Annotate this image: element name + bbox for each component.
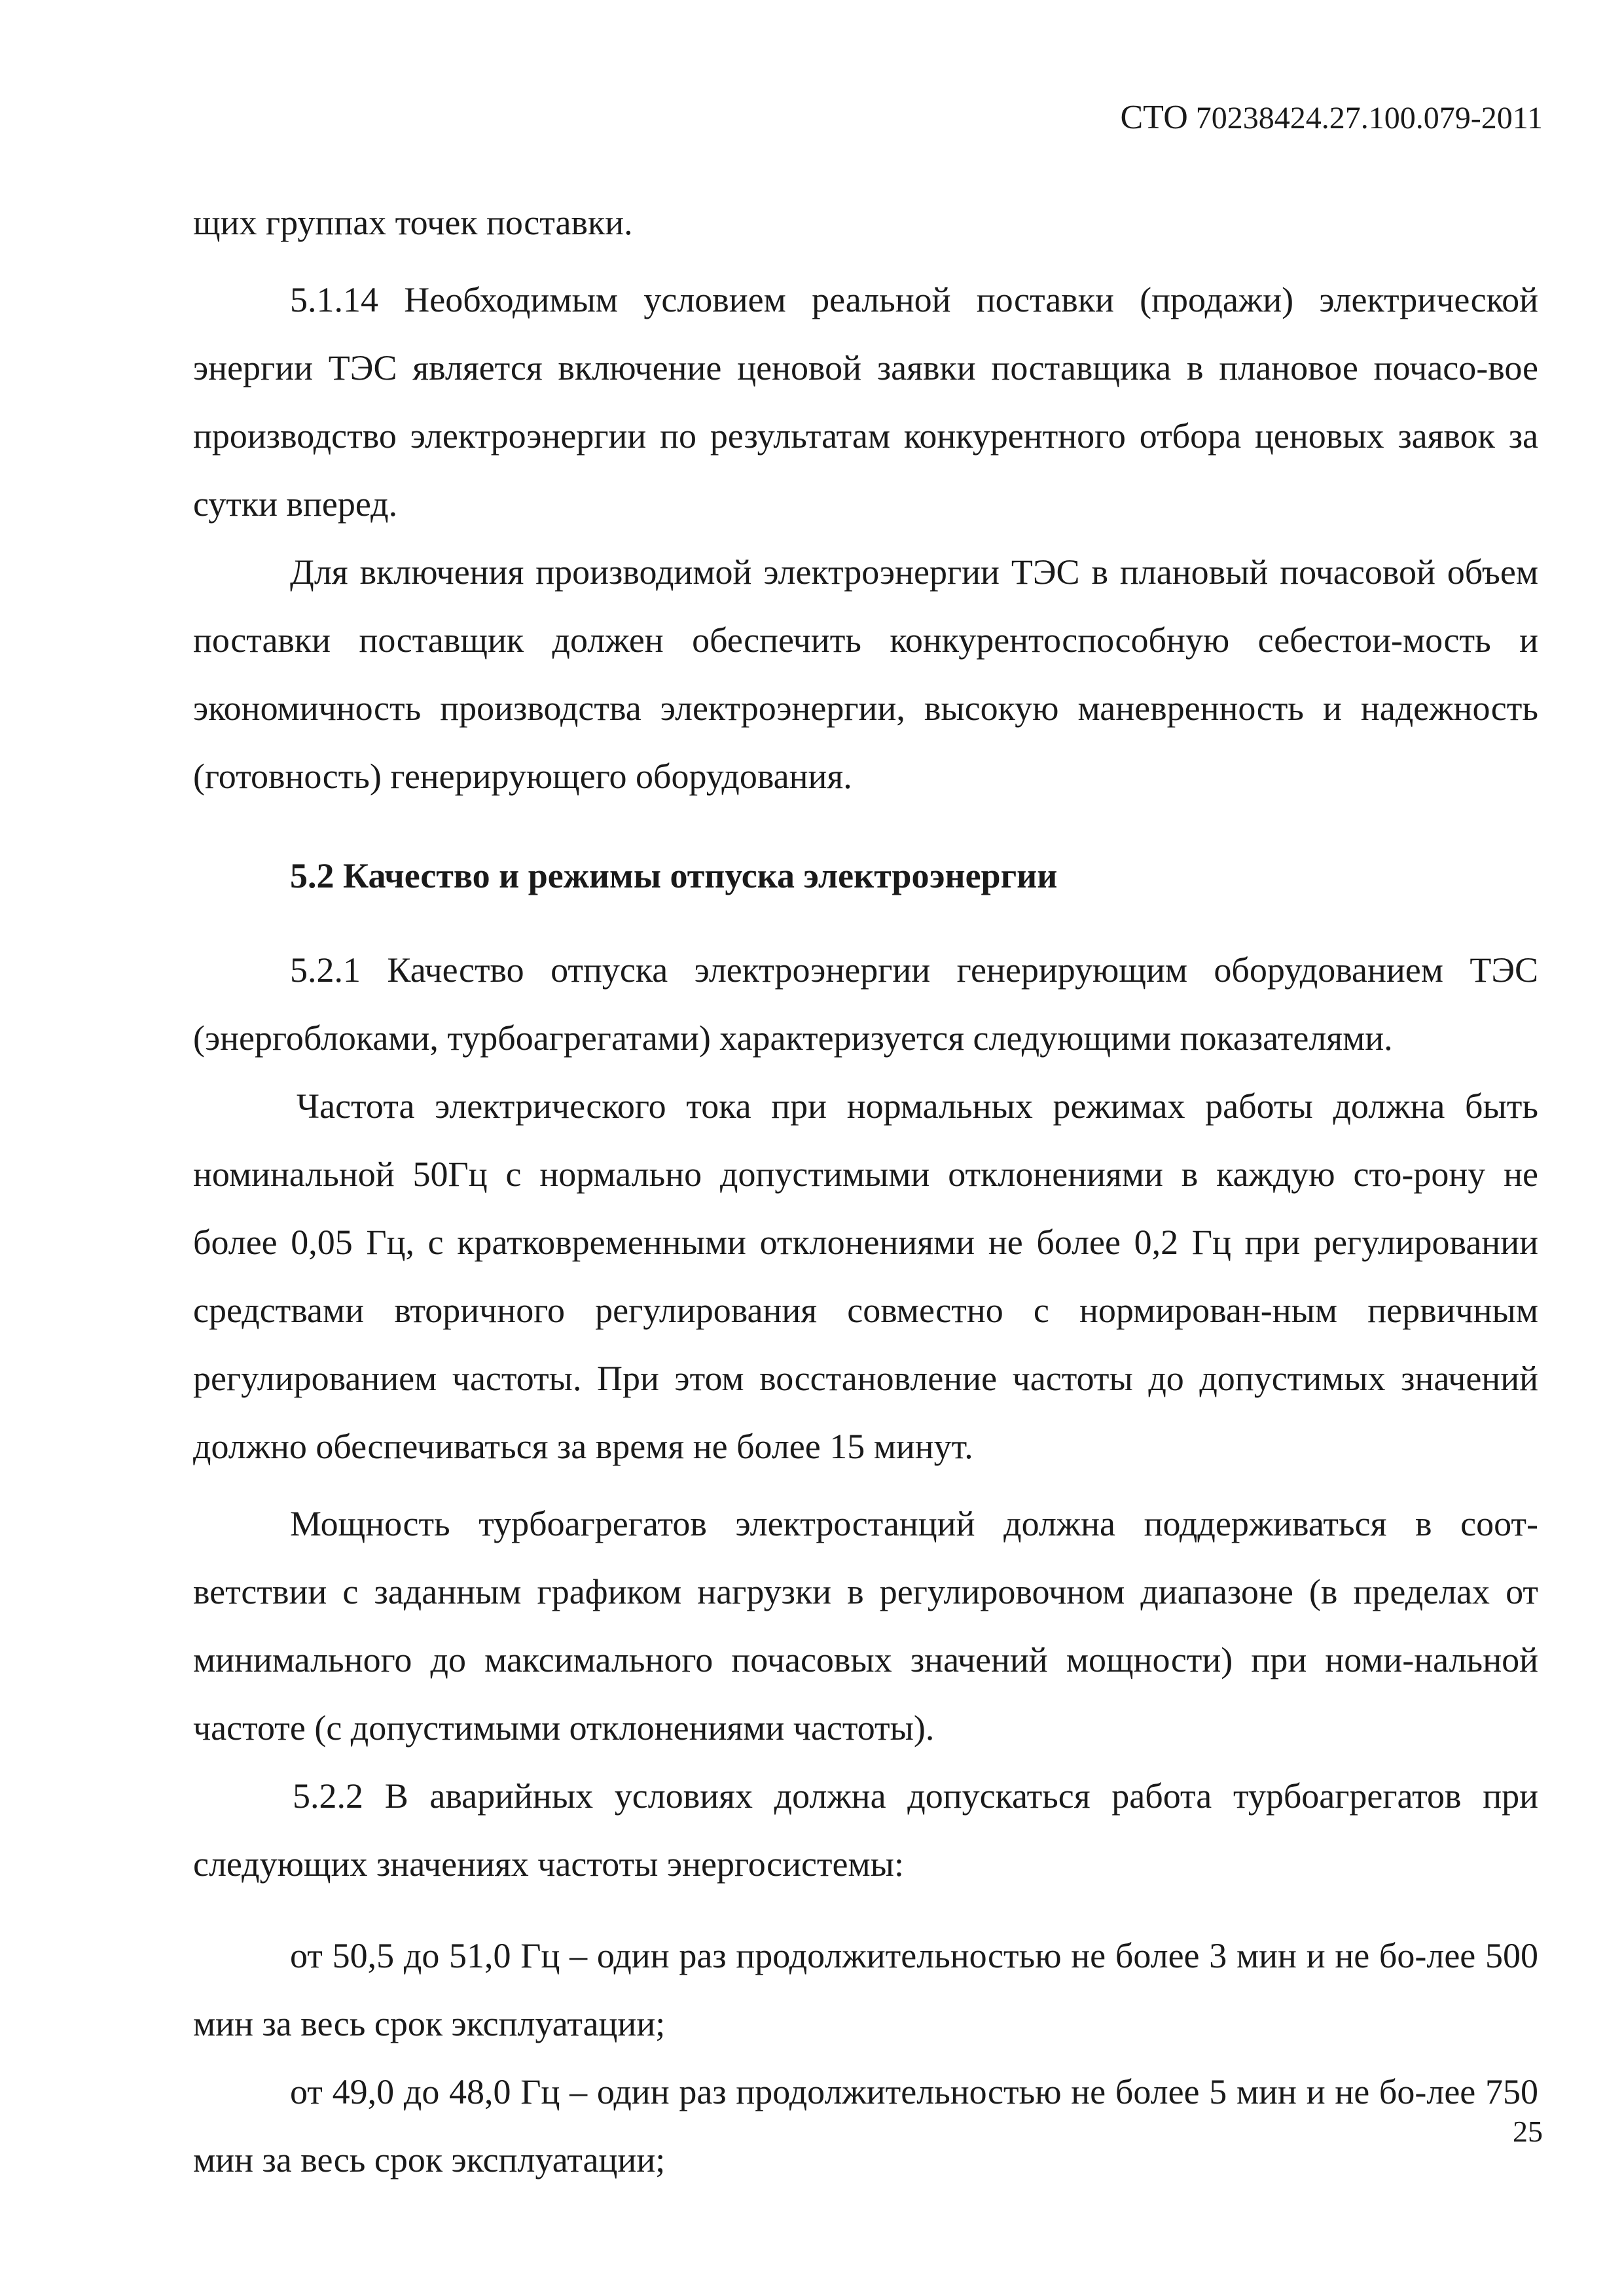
paragraph-frequency: Частота электрического тока при нормальных режимах работы должна быть номинальной 50Гц с нормально допустимыми отклонениями в каждую сто-рону не более 0,05 Гц, с кратковременными отклонениями не более 0,2 Гц при регулировании средствами вторичного регулирования совместно с нормирован-ным первичным регулированием частоты. При этом восстановление частоты до допустимых значений должно обеспечиваться за время не более 15 минут. bbox=[193, 1086, 1538, 1466]
paragraph-continuation: щих группах точек поставки. bbox=[193, 203, 633, 242]
document-body bbox=[193, 188, 1538, 2194]
paragraph-5-1-14: 5.1.14 Необходимым условием реальной поставки (продажи) электрической энергии ТЭС является включение ценовой заявки поставщика в плановое почасо-вое производство электроэнергии по результатам конкурентного отбора ценовых заявок за сутки вперед. bbox=[193, 280, 1538, 524]
paragraph-5-2-2: 5.2.2 В аварийных условиях должна допускаться работа турбоагрегатов при следующих значениях частоты энергосистемы: bbox=[193, 1776, 1538, 1884]
paragraph-frequency-range-low: от 49,0 до 48,0 Гц – один раз продолжительностью не более 5 мин и не бо-лее 750 мин за весь срок эксплуатации; bbox=[193, 2072, 1538, 2179]
document-code-prefix: СТО bbox=[1120, 99, 1188, 136]
section-heading-5-2: 5.2 Качество и режимы отпуска электроэнергии bbox=[290, 856, 1058, 895]
document-code-number: 70238424.27.100.079-2011 bbox=[1195, 101, 1543, 135]
paragraph-inclusion-conditions: Для включения производимой электроэнергии ТЭС в плановый почасовой объем поставки поставщик должен обеспечить конкурентоспособную себестои-мость и экономичность производства электроэнергии, высокую маневренность и надежность (готовность) генерирующего оборудования. bbox=[193, 552, 1538, 796]
document-code-header bbox=[1120, 98, 1543, 138]
paragraph-turbine-power: Мощность турбоагрегатов электростанций должна поддерживаться в соот-ветствии с заданным графиком нагрузки в регулировочном диапазоне (в пределах от минимального до максимального почасовых значений мощности) при номи-нальной частоте (с допустимыми отклонениями частоты). bbox=[193, 1504, 1538, 1748]
paragraph-frequency-range-high: от 50,5 до 51,0 Гц – один раз продолжительностью не более 3 мин и не бо-лее 500 мин за весь срок эксплуатации; bbox=[193, 1936, 1538, 2043]
paragraph-5-2-1: 5.2.1 Качество отпуска электроэнергии генерирующим оборудованием ТЭС (энергоблоками, турбоагрегатами) характеризуется следующими показателями. bbox=[193, 950, 1538, 1058]
page-number: 25 bbox=[1513, 2115, 1543, 2148]
